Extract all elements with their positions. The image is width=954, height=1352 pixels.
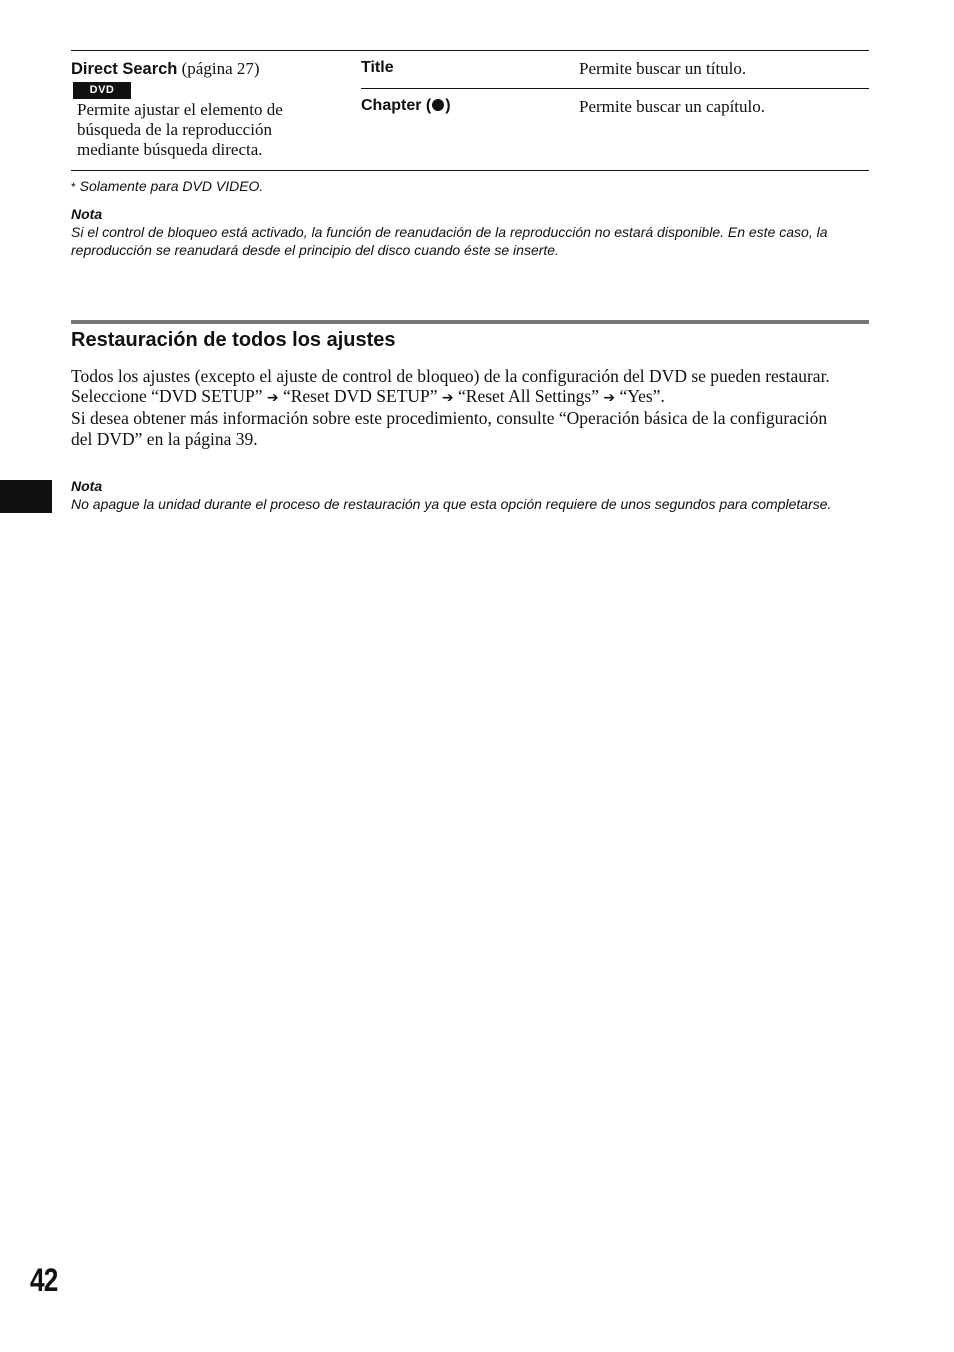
- note-text: No apague la unidad durante el proceso de restauración ya que esta opción requiere de unos segundos para completarse.: [71, 496, 832, 512]
- section-divider: [71, 320, 869, 324]
- option-name: Title: [361, 59, 394, 76]
- section-body: [71, 366, 851, 449]
- steps-lead: Seleccione: [71, 386, 147, 407]
- option-description: Permite buscar un capítulo.: [579, 97, 766, 116]
- option-name-suffix: ): [445, 97, 451, 114]
- paragraph-more-info: Si desea obtener más información sobre este procedimiento, consulte “Operación básica de la configuración del DVD” en la página 39.: [71, 408, 828, 449]
- option-row-chapter: [361, 88, 869, 126]
- page-number: 42: [30, 1262, 58, 1298]
- setting-item-page-ref: (página 27): [181, 59, 260, 78]
- note-resume: [71, 205, 871, 259]
- setting-item-direct-search: [71, 59, 331, 160]
- setting-item-name: Direct Search: [71, 60, 178, 78]
- footnote: [71, 178, 263, 194]
- option-description: Permite buscar un título.: [579, 59, 747, 78]
- note-text: Si el control de bloqueo está activado, la función de reanudación de la reproducción no estará disponible. En este caso, la reproducción se reanudará desde el principio del disco cuando éste se inserte.: [71, 224, 828, 258]
- arrow-right-icon: ➔: [266, 390, 279, 407]
- section-heading: Restauración de todos los ajustes: [71, 329, 396, 351]
- step-dvd-setup: “DVD SETUP”: [151, 386, 263, 407]
- arrow-right-icon: ➔: [603, 390, 616, 407]
- setting-options: [361, 51, 869, 126]
- settings-table: [71, 50, 869, 171]
- step-reset-all-settings: “Reset All Settings”: [458, 386, 599, 407]
- dvd-badge: DVD: [73, 82, 131, 99]
- section-tab-marker: [0, 480, 52, 513]
- note-power: [71, 477, 871, 513]
- option-name-prefix: Chapter (: [361, 97, 432, 114]
- footnote-text: Solamente para DVD VIDEO.: [79, 178, 264, 194]
- option-name: [361, 97, 451, 115]
- paragraph-steps: [71, 386, 851, 408]
- setting-item-title: [71, 59, 331, 79]
- setting-item-description: Permite ajustar el elemento de búsqueda de la reproducción mediante búsqueda directa.: [77, 100, 283, 159]
- footnote-marker: *: [71, 180, 76, 194]
- paragraph-intro: Todos los ajustes (excepto el ajuste de control de bloqueo) de la configuración del DVD se pueden restaurar.: [71, 366, 830, 386]
- note-label: Nota: [71, 478, 103, 494]
- step-yes: “Yes”.: [619, 386, 665, 407]
- step-reset-dvd-setup: “Reset DVD SETUP”: [282, 386, 438, 407]
- note-label: Nota: [71, 206, 103, 222]
- arrow-right-icon: ➔: [441, 390, 454, 407]
- option-row-title: [361, 51, 869, 88]
- filled-circle-icon: [432, 99, 444, 111]
